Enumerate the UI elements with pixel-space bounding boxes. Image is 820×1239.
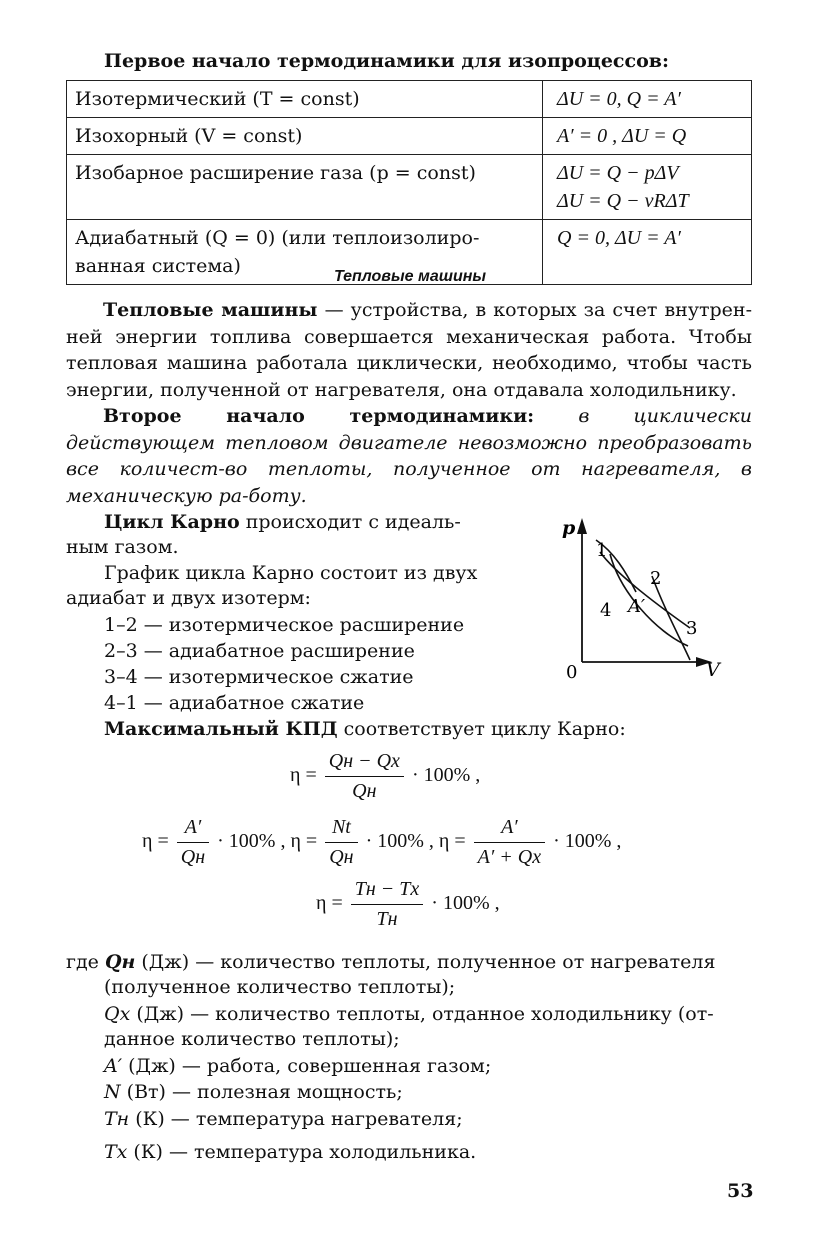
work-label: A′ [628,596,646,617]
point-1-label: 1 [596,540,608,561]
numerator: A′ [177,816,209,843]
definition-text: (Вт) — полезная мощность; [120,1081,403,1103]
step-1: 1–2 — изотермическое расширение [104,614,465,636]
symbol: Qн [104,951,136,973]
eta-symbol: η = [438,830,466,853]
fraction [325,750,404,803]
formula-text: ΔU = Q − νRΔT [557,190,689,212]
formula-cell [543,118,752,155]
fraction [474,816,545,869]
term: Максимальный КПД [104,718,338,740]
percent-text: · 100% , [365,830,434,853]
percent-text: · 100% , [431,892,500,915]
formula-text: Q = 0, ΔU = A′ [557,227,681,249]
percent-text: · 100% , [553,830,622,853]
page-heading: Первое начало термодинамики для изопроцессов: [104,50,669,72]
denominator: Qн [352,780,377,802]
process-cell: Изобарное расширение газа (p = const) [67,155,543,220]
table-row [67,118,752,155]
process-cell: Изотермический (T = const) [67,81,543,118]
term: Второе начало термодинамики: [103,405,535,427]
definition-power [104,1080,403,1105]
symbol: Tн [104,1108,130,1130]
term: Цикл Карно [104,511,240,533]
formula-eta-row [142,816,621,869]
symbol: Tх [104,1141,128,1163]
percent-text: · 100% , [217,830,286,853]
fraction [351,878,424,931]
section-subheading: Тепловые машины [333,268,487,285]
formula-eta-temperature [316,878,500,931]
origin-label: 0 [566,662,578,683]
heat-engines-paragraph [66,297,752,403]
eta-symbol: η = [290,764,317,787]
definition-work [104,1054,491,1079]
numerator: Qн − Qх [325,750,404,777]
eta-symbol: η = [142,830,169,853]
formula-cell [543,81,752,118]
eta-symbol: η = [290,830,318,853]
definition-cont: (полученное количество теплоты); [104,976,456,998]
definition-text: (К) — температура холодильника. [127,1141,477,1163]
graph-line-1: График цикла Карно состоит из двух [104,562,478,584]
formula-eta-1 [290,750,480,803]
point-3-label: 3 [686,618,698,639]
formula-text: ΔU = Q − pΔV [557,162,679,184]
fraction [325,816,357,869]
definition-text: (Дж) — количество теплоты, отданное холодильнику (от- [130,1003,714,1025]
numerator: Tн − Tх [351,878,424,905]
efficiency-line [104,718,626,740]
formula-text: ΔU = 0, Q = A′ [557,88,681,110]
formula-cell [543,155,752,220]
process-cell: Изохорный (V = const) [67,118,543,155]
isoprocess-table [66,80,752,285]
prefix: где [66,951,99,973]
symbol: A′ [104,1055,123,1077]
percent-text: · 100% , [411,764,481,787]
point-2-label: 2 [650,568,662,589]
definition-text: (К) — температура нагревателя; [129,1108,463,1130]
carnot-line-1 [104,511,461,533]
denominator: Tн [376,908,398,930]
process-cell: Адиабатный (Q = 0) (или теплоизолиро-ванная система) [67,220,543,285]
page-number: 53 [727,1180,754,1202]
definition-qh [66,950,752,1000]
definition-text: (Дж) — количество теплоты, полученное от нагревателя [135,951,716,973]
definition-qx [104,1002,752,1052]
paragraph-text: — устройства, в которых за счет внутрен-ней энергии топлива совершается механическая работа. Чтобы тепловая машина работала циклически, необходимо, чтобы часть энергии, полученной от нагревателя, она отдавала холодильнику. [66,299,752,401]
text: происходит с идеаль- [239,511,461,533]
table-row [67,81,752,118]
carnot-line-2: ным газом. [66,536,179,558]
second-law-paragraph [66,403,752,509]
numerator: Nt [325,816,357,843]
definition-text: (Дж) — работа, совершенная газом; [122,1055,492,1077]
step-3: 3–4 — изотермическое сжатие [104,666,414,688]
numerator: A′ [474,816,545,843]
graph-line-2: адиабат и двух изотерм: [66,587,311,609]
symbol: Qх [104,1003,131,1025]
point-4-label: 4 [600,600,612,621]
text: соответствует циклу Карно: [337,718,626,740]
step-2: 2–3 — адиабатное расширение [104,640,415,662]
paragraph-text: в циклически действующем тепловом двигателе невозможно преобразовать все количест-во теплоты, полученное от нагревателя, в механическую ра-боту. [66,405,752,507]
denominator: Qн [180,846,206,868]
table-row [67,155,752,220]
denominator: A′ + Qх [477,846,542,868]
step-4: 4–1 — адиабатное сжатие [104,692,365,714]
definition-cooler-temp [104,1140,476,1165]
denominator: Qн [329,846,354,868]
axis-x-label: V [706,659,720,681]
definition-cont: данное количество теплоты); [104,1028,400,1050]
definition-heater-temp [104,1107,463,1132]
term: Тепловые машины [103,299,318,321]
symbol: N [104,1081,121,1103]
eta-symbol: η = [316,892,343,915]
formula-text: A′ = 0 , ΔU = Q [557,125,687,147]
y-axis-arrow [577,518,587,534]
fraction [177,816,209,869]
carnot-cycle-diagram [556,512,736,690]
axis-y-label: p [562,517,576,539]
